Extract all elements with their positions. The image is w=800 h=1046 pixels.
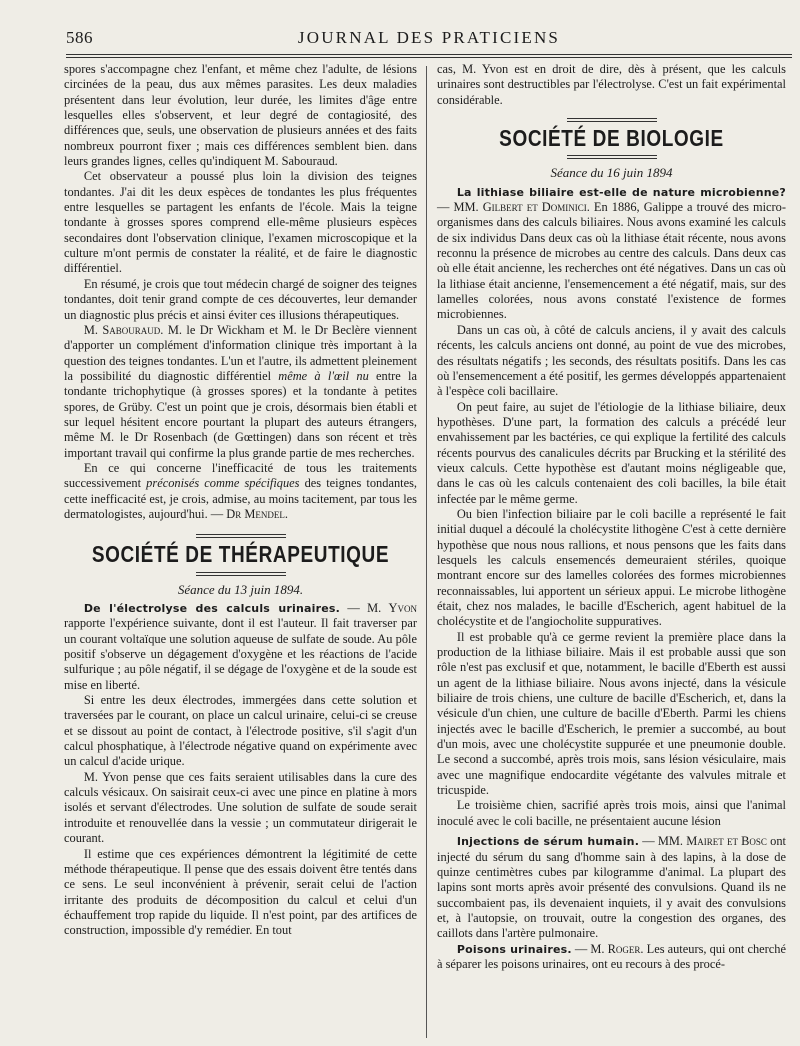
signature: Dr Mendel. [226, 506, 288, 521]
right-column [437, 62, 786, 972]
paragraph: Il estime que ces expériences démontrent la légitimité de cette méthode thérapeutique. Il pense que des essais doivent être tentés dans ce sens. Le seul inconvénient à prévenir, serait celui de l'action irritante des produits de décomposition du calcul et celui d'un échauffement trop rapide du liquide. Il n'est point, par des artifices de construction, impossible d'y remédier. En tout [64, 846, 417, 938]
column-divider [426, 66, 427, 1038]
paragraph: M. Sabouraud. M. le Dr Wickham et M. le Dr Beclère viennent d'apporter un complément d'information clinique très important à la question des teignes tondantes. L'un et l'autre, ils admettent pleinement la possibilité du diagnostic différentiel même à l'œil nu entre la tondante trichophytique (à grosses spores) et la tondante à petites spores, de Grüby. C'est un point que je crois, désormais bien établi et sur lequel hésitent encore pourtant la plupart des auteurs étrangers, même M. le Dr Rosenbach (de Gœttingen) dans son récent et très important travail qui confirme la plus grande partie de mes recherches. [64, 322, 417, 460]
section-separator [567, 155, 657, 159]
page-number: 586 [66, 28, 93, 47]
section-title-biologie: SOCIÉTÉ DE BIOLOGIE [499, 126, 724, 153]
paragraph: Injections de sérum humain. — MM. Mairet et Bosc ont injecté du sérum du sang d'homme sain à des lapins, à la dose de quinze centimètres cubes par kilogramme d'animal. La plupart des lapins sont morts après avoir présenté des convulsions. Quand ils ne succombaient pas, ils devenaient inquiets, il y avait des convulsions et, à l'autopsie, on trouvait, outre la congestion des organes, des caillots dans l'artère pulmonaire. [437, 834, 786, 941]
section-title-therapeutique: SOCIÉTÉ DE THÉRAPEUTIQUE [91, 543, 390, 569]
left-column [64, 62, 417, 939]
paragraph: La lithiase biliaire est-elle de nature microbienne? — MM. Gilbert et Dominici. En 1886, Galippe a trouvé des micro-organismes dans des calculs biliaires. Nous avons examiné les calculs de six individus Dans deux cas où la lithiase était récente, nous avons reconnu la présence de microbes au centre des calculs. Dans deux cas où elle était ancienne, les recherches ont été négatives. Dans un cas où la lithiase était ancienne, l'ensemencement a été négatif, mais, sur des lamelles colorées, nous avons constaté l'existence de formes microbiennes. [437, 185, 787, 322]
paragraph: Ou bien l'infection biliaire par le coli bacille a représenté le fait initial duquel a découlé la cholécystite lithogène C'est à cette dernière hypothèse que nous nous rallions, et nous pensons que les faits dans lesquels les calculs ensemencés demeuraient stériles, quoique montrant encore sur des lamelles colorées des formes microbiennes reconnaissables, lui apportent un sérieux appui. Le microbe lithogène était, chez nos malades, le bacille d'Escherich, agent habituel de la cholécystite et de l'angiocholite suppuratives. [437, 506, 786, 629]
paragraph: On peut faire, au sujet de l'étiologie de la lithiase biliaire, deux hypothèses. D'une part, la formation des calculs a précédé leur envahissement par les bactéries, ce qui explique la fertilité des calculs récents pourvus des canalicules décrits par Brucking et la stérilité des vieux calculs. Cette hypothèse est d'autant moins négligeable que, dans le cas où les calculs contenaient des coli bacilles, la bile était infectée par le même germe. [437, 399, 786, 506]
paragraph: De l'électrolyse des calculs urinaires. — M. Yvon rapporte l'expérience suivante, dont il est l'auteur. Il fait traverser par un courant voltaïque une solution aqueuse de sulfate de soude. Au pôle positif s'observe un dégagement d'oxygène et les réactions de l'acide sulfurique ; au pôle négatif, il se dégage de l'oxygène et de la soude est mise en liberté. [64, 601, 417, 692]
journal-title: JOURNAL DES PRATICIENS [297, 28, 561, 47]
header-rule [66, 54, 792, 58]
session-date: Séance du 13 juin 1894. [177, 581, 304, 597]
article-heading: De l'électrolyse des calculs urinaires. [83, 602, 340, 615]
paragraph: M. Yvon pense que ces faits seraient utilisables dans la cure des calculs vésicaux. On saisirait ceux-ci avec une pince en platine à mors isolés et servant d'électrodes. Une solution de sulfate de soude serait introduite et renouvellée dans la vessie ; un commutateur dirigerait le courant. [64, 769, 417, 846]
paragraph: cas, M. Yvon est en droit de dire, dès à présent, que les calculs urinaires sont destructibles par l'électrolyse. C'est un fait expérimental considérable. [437, 62, 786, 107]
paragraph: Si entre les deux électrodes, immergées dans cette solution et traversées par le courant, on place un calcul urinaire, celui-ci se creuse et se dissout au point de contact, à l'électrode positive, s'il s'agit d'un calcul phosphatique, à l'électrode négative quand on expérimente avec un calcul d'acide urique. [64, 693, 417, 769]
paragraph: spores s'accompagne chez l'enfant, et même chez l'adulte, de lésions circinées de la peau, dus aux mêmes parasites. Les deux maladies présentent dans leur évolution, leur durée, les limites d'âge entre lesquelles elles s'observent, et leur degré de contagiosité, des différences que, seuls, une observation de plusieurs années et des faits nombreux pourront fixer ; mais ces différences semblent bien. dans leurs grandes lignes, celles qu'indiquent M. Sabouraud. [64, 62, 417, 169]
paragraph: Le troisième chien, sacrifié après trois mois, ainsi que l'animal inoculé avec le coli bacille, ne présentaient aucune lésion [437, 798, 786, 828]
paragraph: Poisons urinaires. — M. Roger. Les auteurs, qui ont cherché à séparer les poisons urinaires, ont eu recours à des procé- [437, 941, 786, 971]
session-date: Séance du 16 juin 1894 [550, 165, 673, 181]
paragraph: Cet observateur a poussé plus loin la division des teignes tondantes. J'ai dit les deux espèces de tondantes les plus fréquentes entre lesquelles se partagent les enfants de l'école. Mais la teigne tondante à grosses spores comprend elle-même plusieurs espèces secondaires dont l'observation clinique, l'examen microscopique et la culture m'ont permis de constater la réalité, et de faire le diagnostic différentiel. [64, 169, 417, 276]
article-heading: La lithiase biliaire est-elle de nature microbienne? [456, 185, 786, 199]
page-header [66, 18, 792, 60]
article-heading: Poisons urinaires. [456, 942, 572, 956]
article-heading: Injections de sérum humain. [456, 835, 640, 849]
section-separator [196, 572, 286, 576]
paragraph: En ce qui concerne l'inefficacité de tous les traitements successivement préconisés comme spécifiques des teignes tondantes, cette inefficacité est, je crois, admise, au moins tacitement, par tous les dermatologistes, aujourd'hui. — Dr Mendel. [64, 460, 417, 521]
paragraph: Dans un cas où, à côté de calculs anciens, il y avait des calculs récents, les calculs anciens ont donné, au point de vue des microbes, des résultats négatifs ; les seconds, des résultats positifs. Dans les cas où l'ensemencement a été positif, les germes développés appartenaient à l'espèce coli bacillaire. [437, 322, 786, 399]
author-name: M. Sabouraud. [83, 322, 164, 337]
paragraph: En résumé, je crois que tout médecin chargé de soigner des teignes tondantes, doit tenir grand compte de ces découvertes, leur demander un diagnostic plus précis et ainsi éviter ces illusions thérapeutiques. [64, 276, 417, 322]
paragraph: Il est probable qu'à ce germe revient la première place dans la production de la lithiase biliaire. Mais il est probable aussi que son rôle n'est pas exclusif et que, notamment, le bacille d'Eberth est aussi un agent de la lithiase biliaire. Nous avons injecté, dans la vésicule biliaire de trois chiens, une culture de bacille d'Escherich, et, dans la vésicule d'un chien, une culture de bacille d'Eberth. Parmi les chiens injectés avec le bacille d'Escherich, le premier a succombé, au bout d'un mois, avec une cholécystite suppurée et une pneumonie double. Le second a succombé, après trois mois, sans lésion vésiculaire, mais avec une magnifique endocardite végétante des valvules mitrale et tricuspide. [437, 629, 786, 798]
